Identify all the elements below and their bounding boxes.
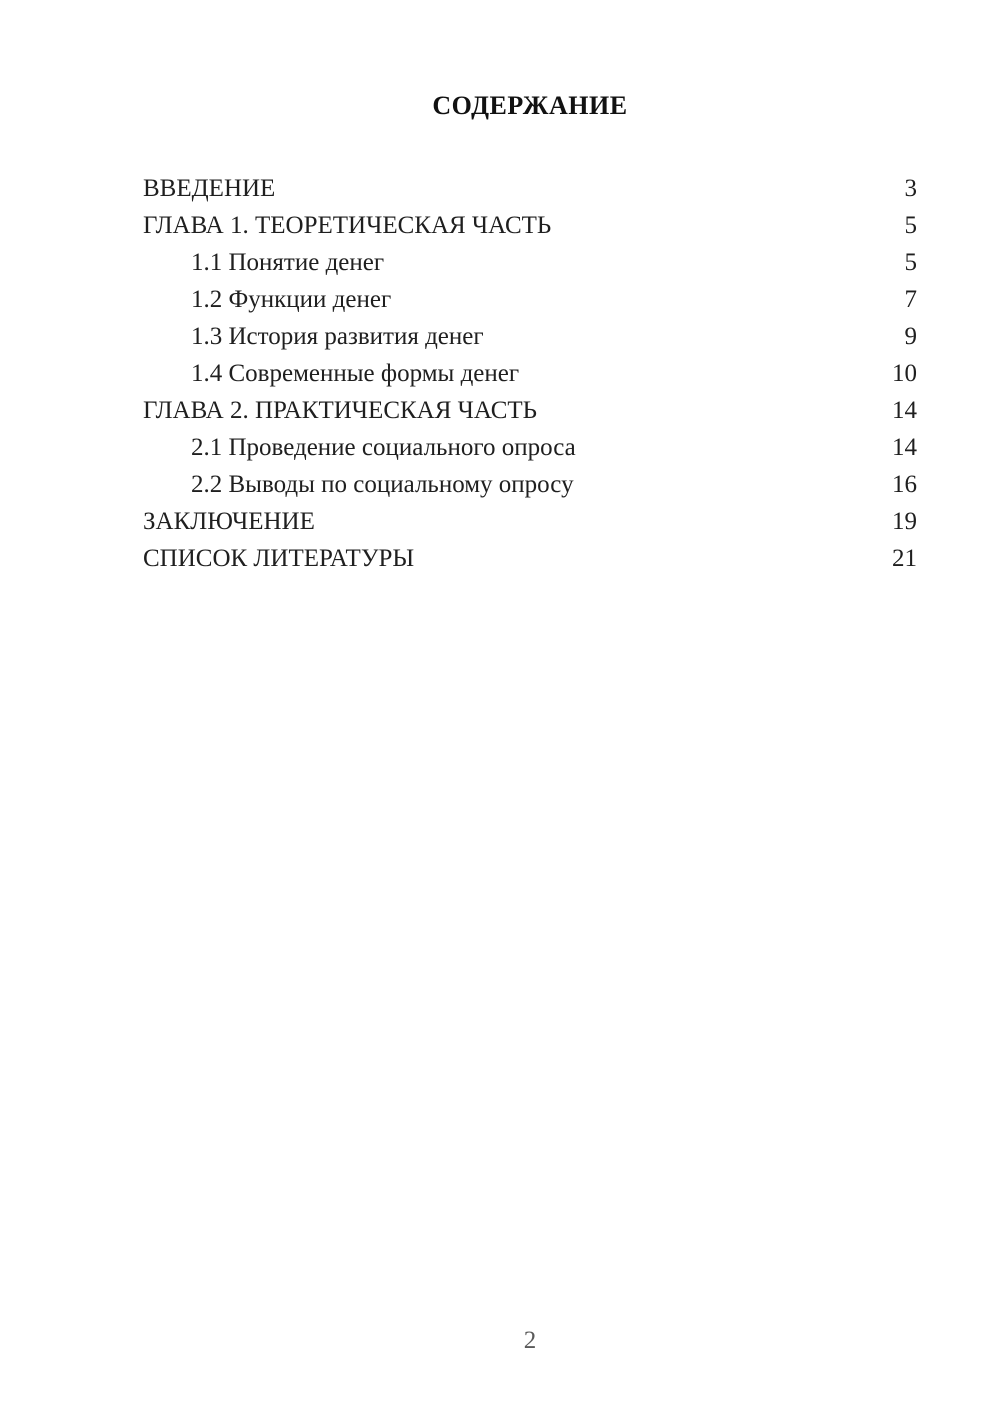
footer-page-number: 2 [523,1327,537,1354]
toc-entry-label: ЗАКЛЮЧЕНИЕ [143,508,315,535]
toc-entry-label: ВВЕДЕНИЕ [143,175,276,202]
toc-row [143,207,917,244]
toc-row [143,244,917,281]
toc-entry-page: 10 [892,360,917,387]
toc-entry-label: 1.3 История развития денег [191,323,484,350]
toc-row [143,466,917,503]
toc-row [143,318,917,355]
toc-entry-page: 19 [892,508,917,535]
toc-entry-page: 5 [904,212,917,239]
toc-entry-page: 14 [892,434,917,461]
toc-entry-label: 2.2 Выводы по социальному опросу [191,471,574,498]
toc-entry-page: 5 [904,249,917,276]
toc-list [143,170,917,577]
toc-row [143,170,917,207]
text-column [143,0,917,577]
toc-row [143,281,917,318]
toc-row [143,540,917,577]
toc-row [143,355,917,392]
toc-entry-page: 14 [892,397,917,424]
toc-entry-page: 7 [904,286,917,313]
toc-entry-label: 2.1 Проведение социального опроса [191,434,576,461]
toc-entry-label: ГЛАВА 2. ПРАКТИЧЕСКАЯ ЧАСТЬ [143,397,538,424]
toc-entry-page: 3 [904,175,917,202]
toc-entry-page: 21 [892,545,917,572]
toc-entry-label: 1.2 Функции денег [191,286,392,313]
toc-row [143,392,917,429]
toc-row [143,429,917,466]
toc-entry-label: СПИСОК ЛИТЕРАТУРЫ [143,545,415,572]
toc-entry-label: 1.1 Понятие денег [191,249,385,276]
toc-entry-label: 1.4 Современные формы денег [191,360,520,387]
toc-entry-page: 9 [904,323,917,350]
toc-entry-label: ГЛАВА 1. ТЕОРЕТИЧЕСКАЯ ЧАСТЬ [143,212,552,239]
page-title: СОДЕРЖАНИЕ [432,91,628,120]
toc-row [143,503,917,540]
toc-entry-page: 16 [892,471,917,498]
